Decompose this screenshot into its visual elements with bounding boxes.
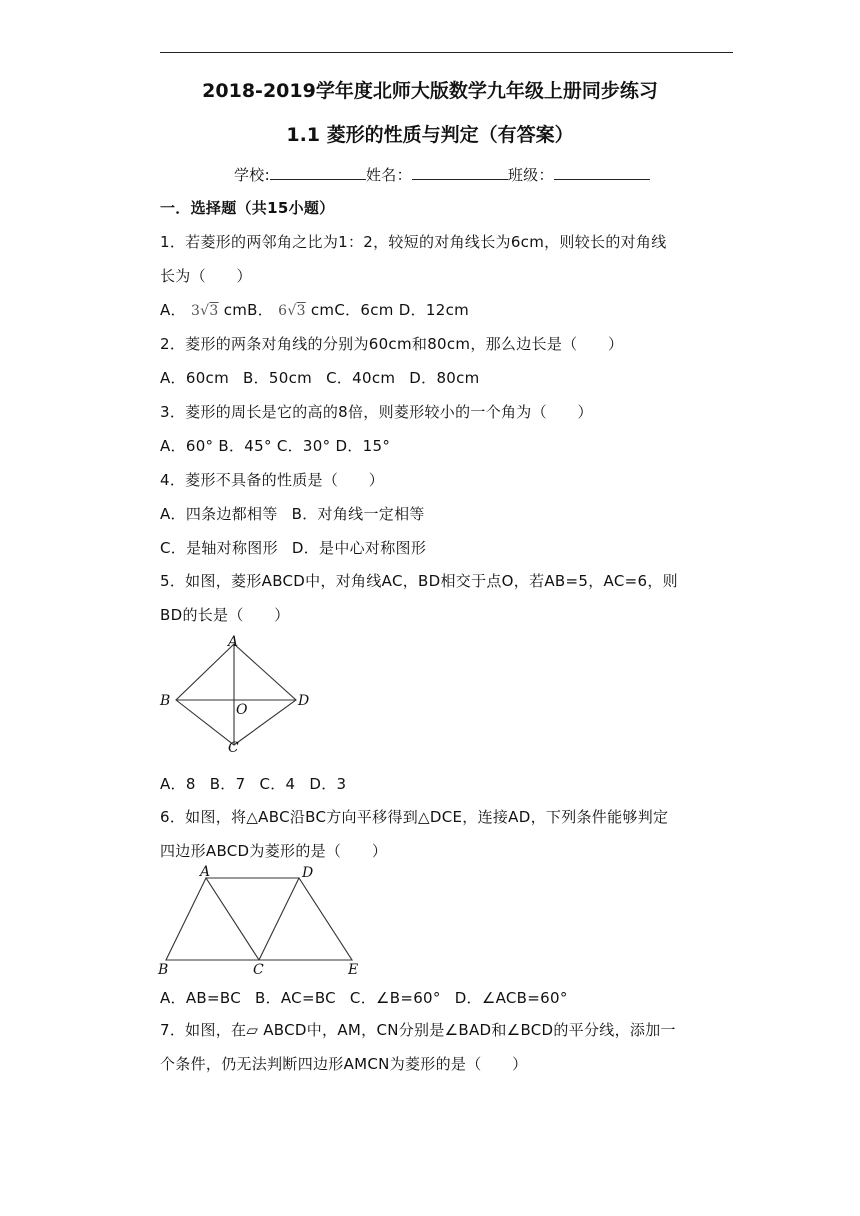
q1-option-cd: C．6cm D．12cm [334, 301, 470, 319]
label-b: B [160, 693, 171, 709]
q7-text-line2: 个条件，仍无法判断四边形AMCN为菱形的是（ ） [160, 1055, 528, 1073]
q7-text-line1: 7．如图，在▱ ABCD中，AM，CN分别是∠BAD和∠BCD的平分线，添加一 [160, 1021, 676, 1039]
school-label: 学校: [234, 166, 270, 184]
section-heading: 一．选择题（共15小题） [160, 199, 335, 217]
q4-option-b: B．对角线一定相等 [291, 505, 425, 523]
q6-text-line1: 6．如图，将△ABC沿BC方向平移得到△DCE，连接AD，下列条件能够判定 [160, 808, 669, 826]
label-a: A [228, 634, 239, 650]
label-c: C [253, 962, 264, 978]
q2-option-a: A．60cm [160, 369, 230, 387]
document-title: 2018-2019学年度北师大版数学九年级上册同步练习 [202, 80, 658, 102]
q6-option-c: C．∠B=60° [349, 989, 441, 1007]
q5-options [160, 773, 360, 794]
student-info-line [234, 164, 650, 185]
q6-text-line2: 四边形ABCD为菱形的是（ ） [160, 842, 388, 860]
label-e: E [348, 962, 359, 978]
school-blank [270, 165, 366, 180]
q2-text: 2．菱形的两条对角线的分别为60cm和80cm，那么边长是（ ） [160, 335, 624, 353]
label-o: O [236, 702, 248, 718]
q4-option-d: D．是中心对称图形 [291, 539, 427, 557]
q2-option-c: C．40cm [326, 369, 396, 387]
q5-option-d: D．3 [309, 775, 347, 793]
q1-text-line1: 1．若菱形的两邻角之比为1：2，较短的对角线长为6cm，则较长的对角线 [160, 233, 667, 251]
q5-option-a: A．8 [160, 775, 196, 793]
rhombus-outline [176, 644, 296, 745]
q1-option-a-label: A． [160, 301, 186, 319]
q5-text-line1: 5．如图，菱形ABCD中，对角线AC，BD相交于点O，若AB=5，AC=6，则 [160, 572, 678, 590]
label-a: A [200, 864, 211, 880]
q5-option-c: C．4 [259, 775, 296, 793]
q4-options-row1 [160, 503, 439, 524]
q6-option-a: A．AB=BC [160, 989, 241, 1007]
q1-option-b-radical: 6√3 [278, 303, 306, 319]
label-d: D [298, 693, 310, 709]
q4-option-c: C．是轴对称图形 [160, 539, 278, 557]
q5-text-line2: BD的长是（ ） [160, 606, 290, 624]
q1-options: A． 3√3 cmB． 6√3 cmC．6cm D．12cm [160, 301, 470, 319]
q6-option-b: B．AC=BC [254, 989, 336, 1007]
q2-option-d: D．80cm [409, 369, 480, 387]
q3-options: A．60° B．45° C．30° D．15° [160, 437, 391, 455]
label-b: B [158, 962, 169, 978]
q1-text-line2: 长为（ ） [160, 267, 252, 285]
q6-translation-figure [156, 864, 366, 978]
q1-option-b-label: B． [247, 301, 274, 319]
class-blank [554, 165, 650, 180]
triangle-dce [259, 878, 352, 960]
label-c: C [228, 740, 239, 754]
q1-option-a-radical: 3√3 [190, 303, 219, 319]
q4-options-row2 [160, 537, 440, 558]
q5-option-b: B．7 [209, 775, 246, 793]
class-label: 班级： [507, 166, 554, 184]
label-d: D [302, 865, 314, 881]
name-blank [412, 165, 508, 180]
q4-text: 4．菱形不具备的性质是（ ） [160, 471, 385, 489]
q2-options [160, 367, 494, 388]
q5-rhombus-figure [156, 634, 316, 754]
q6-option-d: D．∠ACB=60° [454, 989, 568, 1007]
header-rule [160, 52, 733, 53]
q4-option-a: A．四条边都相等 [160, 505, 278, 523]
triangle-abc [166, 878, 259, 960]
q6-options [160, 987, 582, 1008]
name-label: 姓名： [365, 166, 412, 184]
q3-text: 3．菱形的周长是它的高的8倍，则菱形较小的一个角为（ ） [160, 403, 593, 421]
q2-option-b: B．50cm [243, 369, 313, 387]
document-subtitle: 1.1 菱形的性质与判定（有答案） [286, 124, 574, 146]
